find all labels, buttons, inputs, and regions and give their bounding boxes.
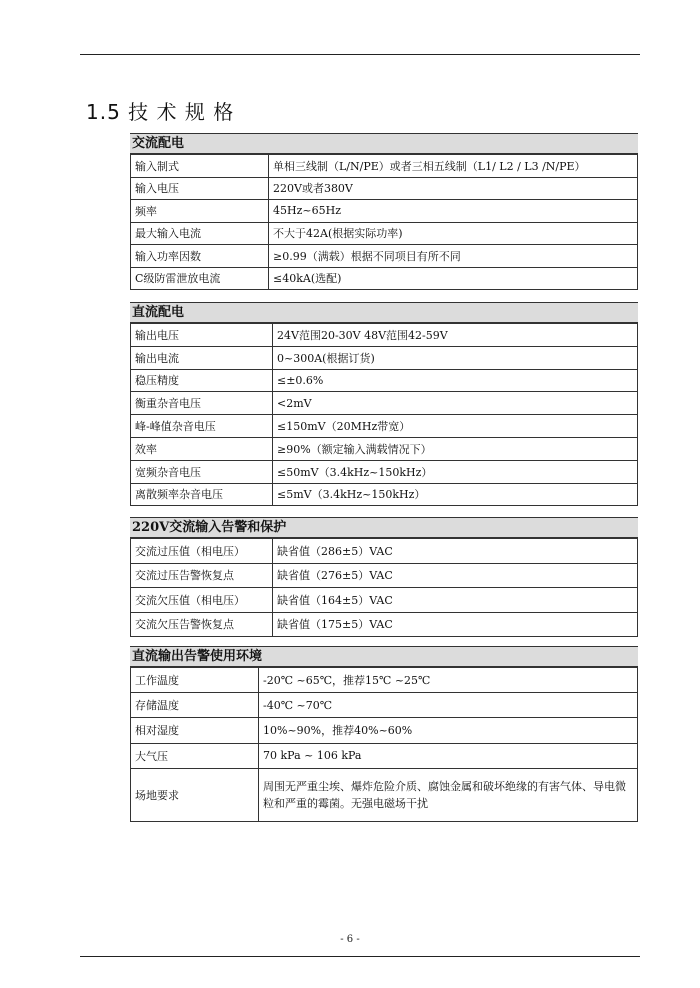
- table-row: [131, 222, 638, 245]
- table-row: [131, 612, 638, 637]
- spec-label: 相对湿度: [131, 718, 259, 743]
- spec-label: 衡重杂音电压: [131, 392, 273, 415]
- table-row: [131, 245, 638, 268]
- spec-label: 最大输入电流: [131, 222, 269, 245]
- spec-label: 工作温度: [131, 668, 259, 693]
- spec-value: ≤±0.6%: [273, 369, 638, 392]
- spec-label: 稳压精度: [131, 369, 273, 392]
- spec-value: 70 kPa ~ 106 kPa: [259, 743, 638, 768]
- spec-label: 输出电压: [131, 324, 273, 347]
- spec-label: 交流过压告警恢复点: [131, 563, 273, 588]
- table-row: [131, 768, 638, 821]
- spec-label: 输入制式: [131, 155, 269, 178]
- spec-value: 缺省值（286±5）VAC: [273, 539, 638, 564]
- table-row: [131, 563, 638, 588]
- spec-label: 大气压: [131, 743, 259, 768]
- header-rule: [80, 54, 640, 55]
- spec-value: -20℃ ~65℃，推荐15℃ ~25℃: [259, 668, 638, 693]
- table-row: [131, 200, 638, 223]
- spec-value: ≤40kA(选配): [269, 267, 638, 290]
- spec-value: ≥0.99（满载）根据不同项目有所不同: [269, 245, 638, 268]
- spec-value: 单相三线制（L/N/PE）或者三相五线制（L1/ L2 / L3 /N/PE）: [269, 155, 638, 178]
- ac-alarm-section: [130, 517, 638, 637]
- table-row: [131, 324, 638, 347]
- spec-label: 输出电流: [131, 346, 273, 369]
- spec-label: 存储温度: [131, 693, 259, 718]
- spec-value: 缺省值（164±5）VAC: [273, 588, 638, 613]
- spec-value: 10%~90%，推荐40%~60%: [259, 718, 638, 743]
- spec-value: 缺省值（276±5）VAC: [273, 563, 638, 588]
- dc-distribution-table: [130, 323, 638, 506]
- spec-value: 不大于42A(根据实际功率): [269, 222, 638, 245]
- table-row: [131, 460, 638, 483]
- spec-label: 交流欠压值（相电压）: [131, 588, 273, 613]
- spec-value: 缺省值（175±5）VAC: [273, 612, 638, 637]
- table-row: [131, 693, 638, 718]
- footer-rule: [80, 956, 640, 957]
- table-row: [131, 437, 638, 460]
- spec-label: 离散频率杂音电压: [131, 483, 273, 506]
- dc-environment-table: [130, 667, 638, 822]
- table-row: [131, 743, 638, 768]
- table-row: [131, 718, 638, 743]
- spec-label: 宽频杂音电压: [131, 460, 273, 483]
- spec-label: 输入功率因数: [131, 245, 269, 268]
- spec-value: ≤150mV（20MHz带宽）: [273, 415, 638, 438]
- spec-value: 0~300A(根据订货): [273, 346, 638, 369]
- spec-label: 交流过压值（相电压）: [131, 539, 273, 564]
- dc-environment-section: [130, 646, 638, 822]
- table-row: [131, 267, 638, 290]
- table-row: [131, 392, 638, 415]
- table-row: [131, 483, 638, 506]
- spec-value: ≤5mV（3.4kHz~150kHz）: [273, 483, 638, 506]
- spec-value: 45Hz~65Hz: [269, 200, 638, 223]
- spec-label: 峰-峰值杂音电压: [131, 415, 273, 438]
- ac-distribution-table: [130, 154, 638, 290]
- spec-label: 输入电压: [131, 177, 269, 200]
- table-row: [131, 177, 638, 200]
- dc-distribution-section: [130, 302, 638, 506]
- section-heading: 1.5 技 术 规 格: [86, 100, 235, 124]
- ac-distribution-section: [130, 133, 638, 290]
- ac-distribution-title: 交流配电: [130, 133, 638, 154]
- page-number: - 6 -: [340, 934, 360, 945]
- spec-value: 周围无严重尘埃、爆炸危险介质、腐蚀金属和破坏绝缘的有害气体、导电微粒和严重的霉菌。无强电磁场干扰: [259, 768, 638, 821]
- table-row: [131, 415, 638, 438]
- spec-label: 交流欠压告警恢复点: [131, 612, 273, 637]
- table-row: [131, 588, 638, 613]
- spec-value: <2mV: [273, 392, 638, 415]
- spec-value: ≤50mV（3.4kHz~150kHz）: [273, 460, 638, 483]
- table-row: [131, 668, 638, 693]
- spec-value: ≥90%（额定输入满载情况下）: [273, 437, 638, 460]
- spec-value: 24V范围20-30V 48V范围42-59V: [273, 324, 638, 347]
- dc-environment-title: 直流输出告警使用环境: [130, 646, 638, 667]
- spec-value: -40℃ ~70℃: [259, 693, 638, 718]
- table-row: [131, 155, 638, 178]
- spec-value: 220V或者380V: [269, 177, 638, 200]
- spec-label: 频率: [131, 200, 269, 223]
- ac-alarm-title: 220V交流输入告警和保护: [130, 517, 638, 538]
- spec-label: 效率: [131, 437, 273, 460]
- spec-label: C级防雷泄放电流: [131, 267, 269, 290]
- spec-label: 场地要求: [131, 768, 259, 821]
- ac-alarm-table: [130, 538, 638, 637]
- dc-distribution-title: 直流配电: [130, 302, 638, 323]
- table-row: [131, 346, 638, 369]
- table-row: [131, 369, 638, 392]
- table-row: [131, 539, 638, 564]
